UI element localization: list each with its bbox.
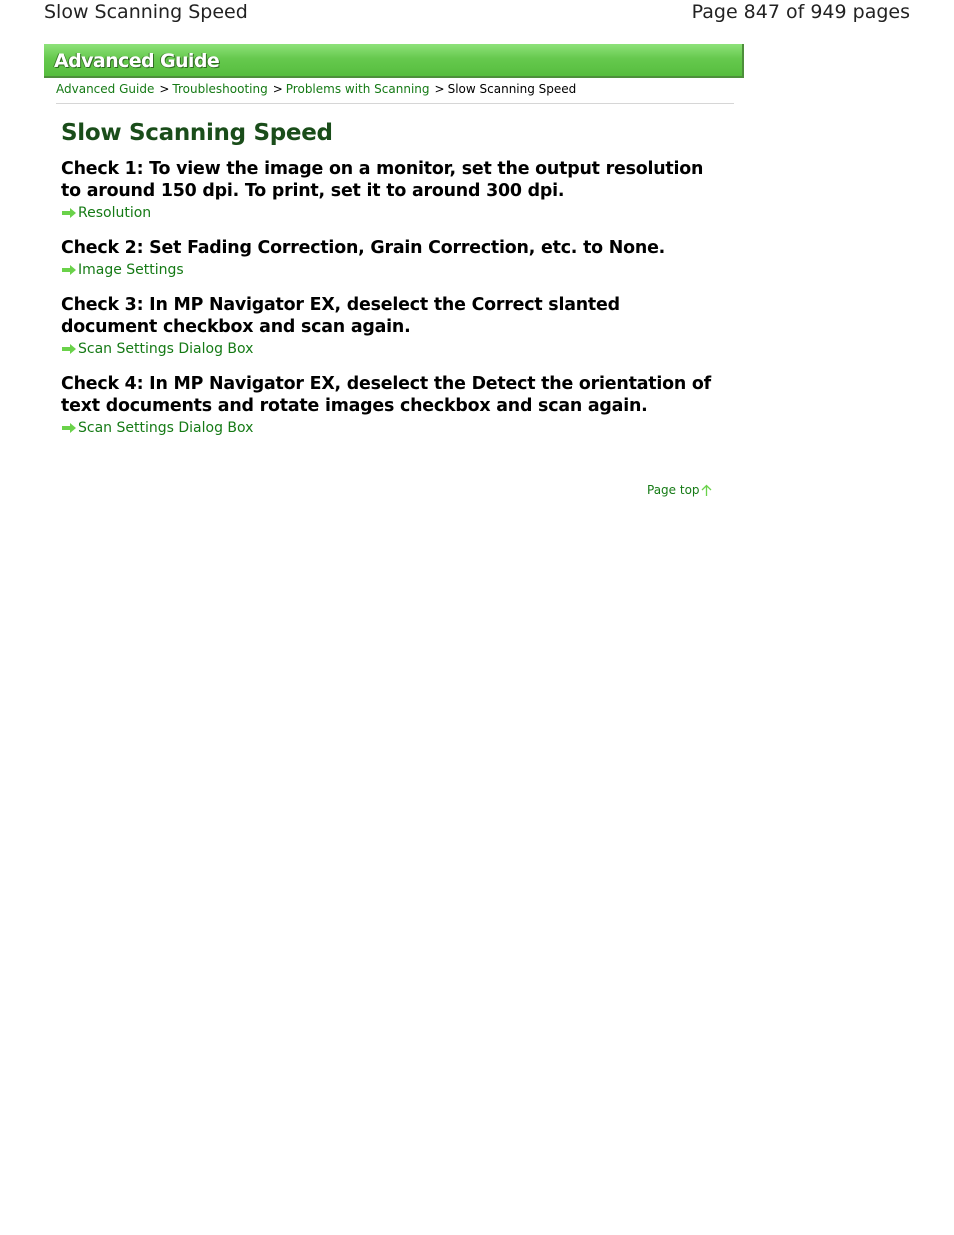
breadcrumb bbox=[56, 82, 576, 96]
main-content bbox=[61, 120, 721, 452]
breadcrumb-separator: > bbox=[272, 82, 283, 96]
check-1-title: Check 1: To view the image on a monitor, set the output resolution to around 150 dpi. To print, set it to around 300 dpi. bbox=[61, 159, 704, 201]
document-title: Slow Scanning Speed bbox=[44, 1, 248, 23]
right-arrow-icon bbox=[61, 207, 77, 219]
up-arrow-icon bbox=[701, 484, 712, 497]
breadcrumb-troubleshooting[interactable]: Troubleshooting bbox=[172, 82, 268, 96]
right-arrow-icon bbox=[61, 343, 77, 355]
scan-settings-dialog-link[interactable]: Scan Settings Dialog Box bbox=[78, 341, 254, 357]
check-2-title: Check 2: Set Fading Correction, Grain Correction, etc. to None. bbox=[61, 238, 666, 258]
breadcrumb-separator: > bbox=[434, 82, 445, 96]
page-top-link[interactable] bbox=[647, 483, 712, 497]
page-top-label[interactable]: Page top bbox=[647, 483, 700, 497]
page-title: Slow Scanning Speed bbox=[61, 120, 333, 146]
resolution-link[interactable]: Resolution bbox=[78, 205, 152, 221]
scan-settings-dialog-link[interactable]: Scan Settings Dialog Box bbox=[78, 420, 254, 436]
check-3-link[interactable] bbox=[61, 341, 721, 357]
check-1-link[interactable] bbox=[61, 205, 721, 221]
check-2-link[interactable] bbox=[61, 262, 721, 278]
check-3-title: Check 3: In MP Navigator EX, deselect the Correct slanted document checkbox and scan again. bbox=[61, 295, 620, 337]
breadcrumb-problems-with-scanning[interactable]: Problems with Scanning bbox=[285, 82, 430, 96]
advanced-guide-banner bbox=[44, 44, 744, 78]
right-arrow-icon bbox=[61, 422, 77, 434]
banner-title: Advanced Guide bbox=[54, 50, 220, 72]
page-counter: Page 847 of 949 pages bbox=[691, 1, 910, 23]
check-4-link[interactable] bbox=[61, 420, 721, 436]
breadcrumb-advanced-guide[interactable]: Advanced Guide bbox=[56, 82, 155, 96]
breadcrumb-current: Slow Scanning Speed bbox=[447, 82, 577, 96]
breadcrumb-separator: > bbox=[159, 82, 170, 96]
breadcrumb-divider bbox=[56, 103, 734, 104]
check-4-title: Check 4: In MP Navigator EX, deselect the Detect the orientation of text documents and rotate images checkbox and scan again. bbox=[61, 374, 712, 416]
right-arrow-icon bbox=[61, 264, 77, 276]
image-settings-link[interactable]: Image Settings bbox=[78, 262, 184, 278]
